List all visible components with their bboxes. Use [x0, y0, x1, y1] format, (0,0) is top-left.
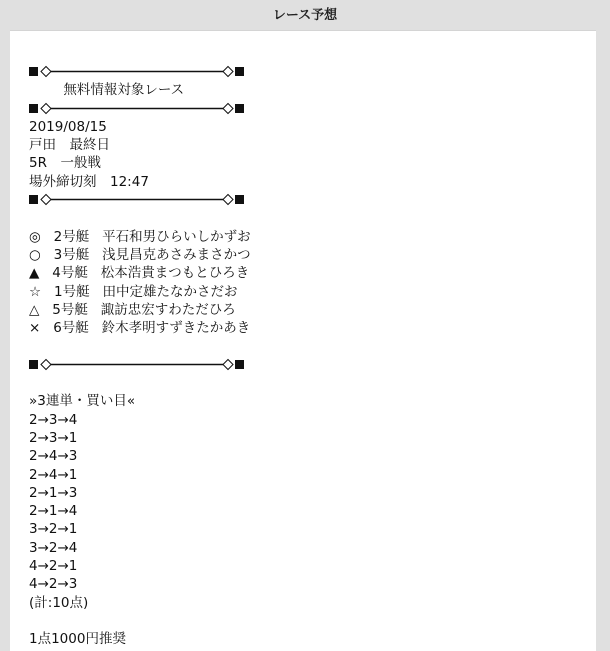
race-date: 2019/08/15 — [29, 118, 107, 135]
boat-number: 3号艇 — [53, 246, 90, 263]
divider — [29, 356, 245, 374]
bet-total: (計:10点) — [29, 594, 89, 611]
divider-graphic — [29, 358, 245, 372]
bet-combo: 2→4→3 — [29, 448, 78, 465]
divider — [29, 191, 245, 209]
divider-graphic — [29, 193, 245, 207]
bet-combo: 2→1→3 — [29, 484, 78, 501]
prediction-mark: ☆ — [29, 283, 42, 300]
prediction-row — [29, 228, 251, 246]
divider-graphic — [29, 102, 245, 116]
race-deadline: 場外締切刻 12:47 — [29, 173, 149, 190]
boat-number: 1号艇 — [53, 283, 90, 300]
bet-combo: 3→2→1 — [29, 521, 78, 538]
prediction-mark: ○ — [29, 246, 41, 263]
racer-name: 田中定雄たなかさだお — [102, 283, 238, 300]
boat-number: 2号艇 — [53, 228, 90, 245]
divider — [29, 100, 245, 118]
content-panel — [10, 30, 596, 651]
racer-name: 諏訪忠宏すわただひろ — [100, 301, 236, 318]
race-venue: 戸田 最終日 — [29, 137, 110, 154]
prediction-list — [29, 228, 251, 338]
bet-combo-list — [29, 411, 251, 594]
prediction-mark: ◎ — [29, 228, 41, 245]
boat-number: 5号艇 — [52, 301, 88, 318]
prediction-row — [29, 264, 251, 282]
prediction-mark: △ — [29, 301, 40, 318]
divider — [29, 63, 245, 81]
racer-name: 鈴木孝明すずきたかあき — [101, 320, 251, 337]
prediction-row — [29, 246, 251, 264]
page-header — [0, 0, 610, 26]
boat-number: 6号艇 — [53, 320, 89, 337]
page-title: レース予想 — [272, 7, 338, 23]
prediction-row — [29, 283, 251, 301]
prediction-mark: × — [29, 320, 41, 337]
racer-name: 平石和男ひらいしかずお — [102, 228, 251, 245]
bets-title: »3連単・買い目« — [29, 393, 136, 410]
bet-combo: 2→3→1 — [29, 429, 78, 446]
prediction-mark: ▲ — [29, 265, 40, 282]
divider-graphic — [29, 65, 245, 79]
bet-combo: 2→3→4 — [29, 411, 78, 428]
race-number: 5R 一般戦 — [29, 155, 101, 172]
prediction-row — [29, 301, 251, 319]
bet-combo: 3→2→4 — [29, 539, 78, 556]
bet-combo: 4→2→1 — [29, 558, 78, 575]
race-prediction-body — [29, 63, 251, 649]
bet-combo: 2→1→4 — [29, 503, 78, 520]
racer-name: 浅見昌克あさみまさかつ — [102, 246, 251, 263]
free-info-label: 無料情報対象レース — [63, 82, 185, 99]
racer-name: 松本浩貴まつもとひろき — [100, 265, 250, 282]
bet-combo: 4→2→3 — [29, 576, 78, 593]
bet-combo: 2→4→1 — [29, 466, 78, 483]
boat-number: 4号艇 — [52, 265, 88, 282]
prediction-row — [29, 319, 251, 337]
bet-recommendation: 1点1000円推奨 — [29, 631, 126, 648]
